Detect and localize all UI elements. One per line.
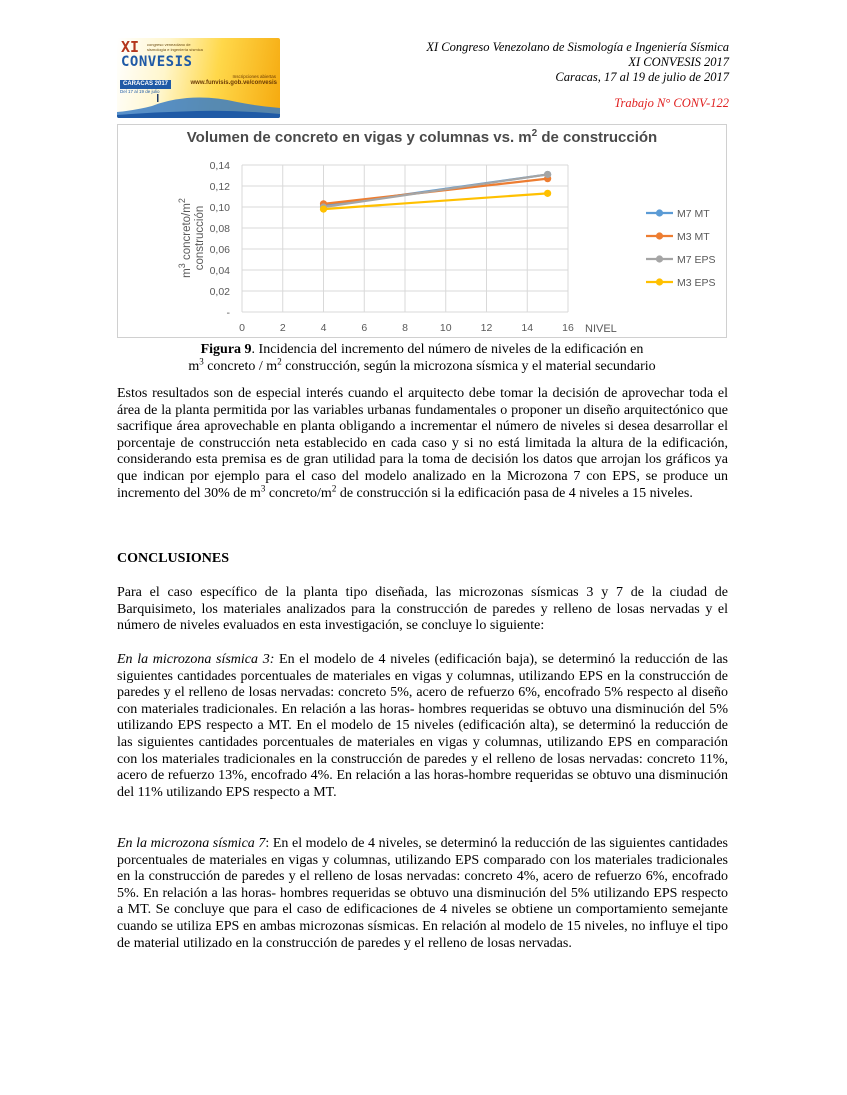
header-line-1: XI Congreso Venezolano de Sismología e Ingeniería Sísmica [426, 40, 729, 54]
para1-text-c: de construcción si la edificación pasa de 4 niveles a 15 niveles. [336, 485, 693, 501]
caption-sup-1: 3 [199, 356, 204, 367]
para1-text-a: Estos resultados son de especial interés cuando el arquitecto debe tomar la decisión de aprovechar toda el área de la planta permitida por las variables urbanas fundamentales o proponer un diseño arquitectónico que sacrifique área aprovechable en planta obligando a incrementar el número de niveles si desea desarrollar el porcentaje de construcción neta establecido en cada caso y si no está limitada la altura de la edificación, considerando esta premisa es de gran utilidad para la toma de decisión los datos que arrojan los gráficos ya que indican por ejemplo para el caso del modelo analizado en la Microzona 7 con EPS, se produce un incremento del 30% de m [117, 386, 728, 501]
para4-text: : En el modelo de 4 niveles, se determinó la reducción de las siguientes cantidades porcentuales de materiales en vigas y columnas, utilizando EPS comparado con los materiales tradicionales en la construcción de paredes y el relleno de losas nervadas: concreto 4%, acero de refuerzo 6%, encofrado 5%. En relación a las horas- hombres requeridas se obtuvo una disminución del 5% utilizando EPS respecto a MT. Se concluye que para el caso de edificaciones de 4 niveles se obtiene un comportamiento semejante cuando se utiliza EPS en ambas microzonas sísmicas. En relación al modelo de 15 niveles, no influye el tipo de material utilizado en la construcción de paredes y el relleno de losas nervadas. [117, 836, 728, 951]
x-tick-label: 12 [480, 322, 493, 334]
y-label-sup-3: 3 [177, 263, 188, 269]
trabajo-number: Trabajo N° CONV-122 [614, 96, 729, 110]
x-tick-label: 8 [402, 322, 408, 334]
data-point [544, 190, 551, 197]
para3-lead: En la microzona sísmica 3: [117, 652, 275, 667]
para3-text: En el modelo de 4 niveles (edificación baja), se determinó la reducción de las siguientes cantidades porcentuales de materiales en vigas y columnas, utilizando EPS en la construcción de paredes y el relleno de losas nervadas: concreto 5%, acero de refuerzo 6%, encofrado 5% respecto al diseño con materiales tradicionales. En relación a las horas- hombres requeridas se obtuvo una disminución del 5% utilizando EPS respecto a MT. En el modelo de 15 niveles (edificación alta), se determinó la reducción de las siguientes cantidades porcentuales de materiales en vigas y columnas, utilizando EPS en comparación con los materiales tradicionales en la construcción de paredes y el relleno de losas nervadas: concreto 11%, acero de refuerzo 13%, encofrado 4%. En relación a las horas-hombre requeridas se obtuvo una disminución del 11% utilizando EPS respecto a MT. [117, 652, 728, 800]
y-tick-label: - [226, 307, 230, 319]
paragraph-results [117, 386, 728, 502]
paragraph-microzona-3 [117, 652, 728, 801]
paragraph-conclusions-intro: Para el caso específico de la planta tipo diseñada, las microzonas sísmicas 3 y 7 de la ciudad de Barquisimeto, los materiales analizados para la construcción de paredes y relleno de losas nervadas y el número de niveles evaluados en esta investigación, se concluye lo siguiente: [117, 585, 728, 634]
caption-sup-2: 2 [277, 356, 282, 367]
logo-inscriptions: Inscripciones abiertas [232, 74, 276, 79]
chart-title-text: Volumen de concreto en vigas y columnas vs. m [186, 129, 532, 146]
header-line-2: XI CONVESIS 2017 [628, 55, 729, 69]
y-label-construccion: construcción [194, 205, 206, 271]
logo-hill-graphic [117, 92, 280, 118]
x-tick-label: 6 [361, 322, 368, 334]
y-label-sup-2: 2 [177, 198, 188, 204]
legend-label: M7 EPS [677, 254, 716, 266]
data-point [320, 206, 327, 213]
chart-title-text-end: de construcción [537, 129, 658, 146]
y-tick-label: 0,02 [209, 286, 230, 298]
para1-text-b: concreto/m [265, 485, 332, 501]
legend-marker [656, 232, 663, 239]
y-label-m: m [181, 268, 193, 278]
y-tick-label: 0,10 [209, 202, 230, 214]
logo-url: www.funvisis.gob.ve/convesis [190, 80, 277, 86]
caption-label: Figura 9 [200, 342, 252, 357]
para1-sup-a: 3 [260, 482, 266, 493]
logo-convesis: CONVESIS [121, 54, 193, 70]
para1-sup-b: 2 [331, 482, 337, 493]
figure-caption [117, 341, 727, 375]
legend-marker [656, 255, 663, 262]
header-line-3: Caracas, 17 al 19 de julio de 2017 [555, 70, 729, 84]
caption-text-2b: concreto / m [203, 359, 278, 374]
caption-text-2c: construcción, según la microzona sísmica y el material secundario [281, 359, 656, 374]
x-tick-label: 10 [439, 322, 452, 334]
line-chart [117, 124, 727, 338]
y-tick-label: 0,14 [209, 160, 230, 172]
legend-marker [656, 209, 663, 216]
conference-header [426, 40, 729, 85]
x-tick-label: 14 [521, 322, 534, 334]
caption-text-2a: m [188, 359, 200, 374]
chart-title-sup: 2 [531, 128, 538, 139]
x-tick-label: 2 [279, 322, 286, 334]
y-tick-label: 0,08 [209, 223, 230, 235]
legend-label: M3 EPS [677, 277, 716, 289]
para4-lead: En la microzona sísmica 7 [117, 836, 266, 851]
y-label-concreto: concreto/m [181, 203, 193, 264]
paragraph-microzona-7 [117, 836, 728, 952]
convesis-logo [117, 38, 280, 118]
y-tick-label: 0,04 [209, 265, 230, 277]
y-tick-label: 0,12 [209, 181, 230, 193]
x-tick-label: 0 [239, 322, 245, 334]
legend-label: M7 MT [677, 208, 710, 220]
legend-marker [656, 278, 663, 285]
logo-xi: XI [121, 38, 140, 56]
x-axis-label: NIVEL [585, 323, 617, 335]
x-tick-label: 4 [320, 322, 327, 334]
caption-text-1: . Incidencia del incremento del número de niveles de la edificación en [251, 342, 644, 357]
logo-city: CARACAS 2017 [120, 80, 171, 89]
data-point [544, 171, 551, 178]
legend-label: M3 MT [677, 231, 710, 243]
x-tick-label: 16 [562, 322, 574, 334]
section-heading-conclusiones: CONCLUSIONES [117, 551, 230, 566]
logo-tagline: congreso venezolano de sismología e ingeniería sísmica [147, 42, 203, 52]
logo-dates: Del 17 al 19 de julio [120, 89, 160, 94]
y-tick-label: 0,06 [209, 244, 230, 256]
